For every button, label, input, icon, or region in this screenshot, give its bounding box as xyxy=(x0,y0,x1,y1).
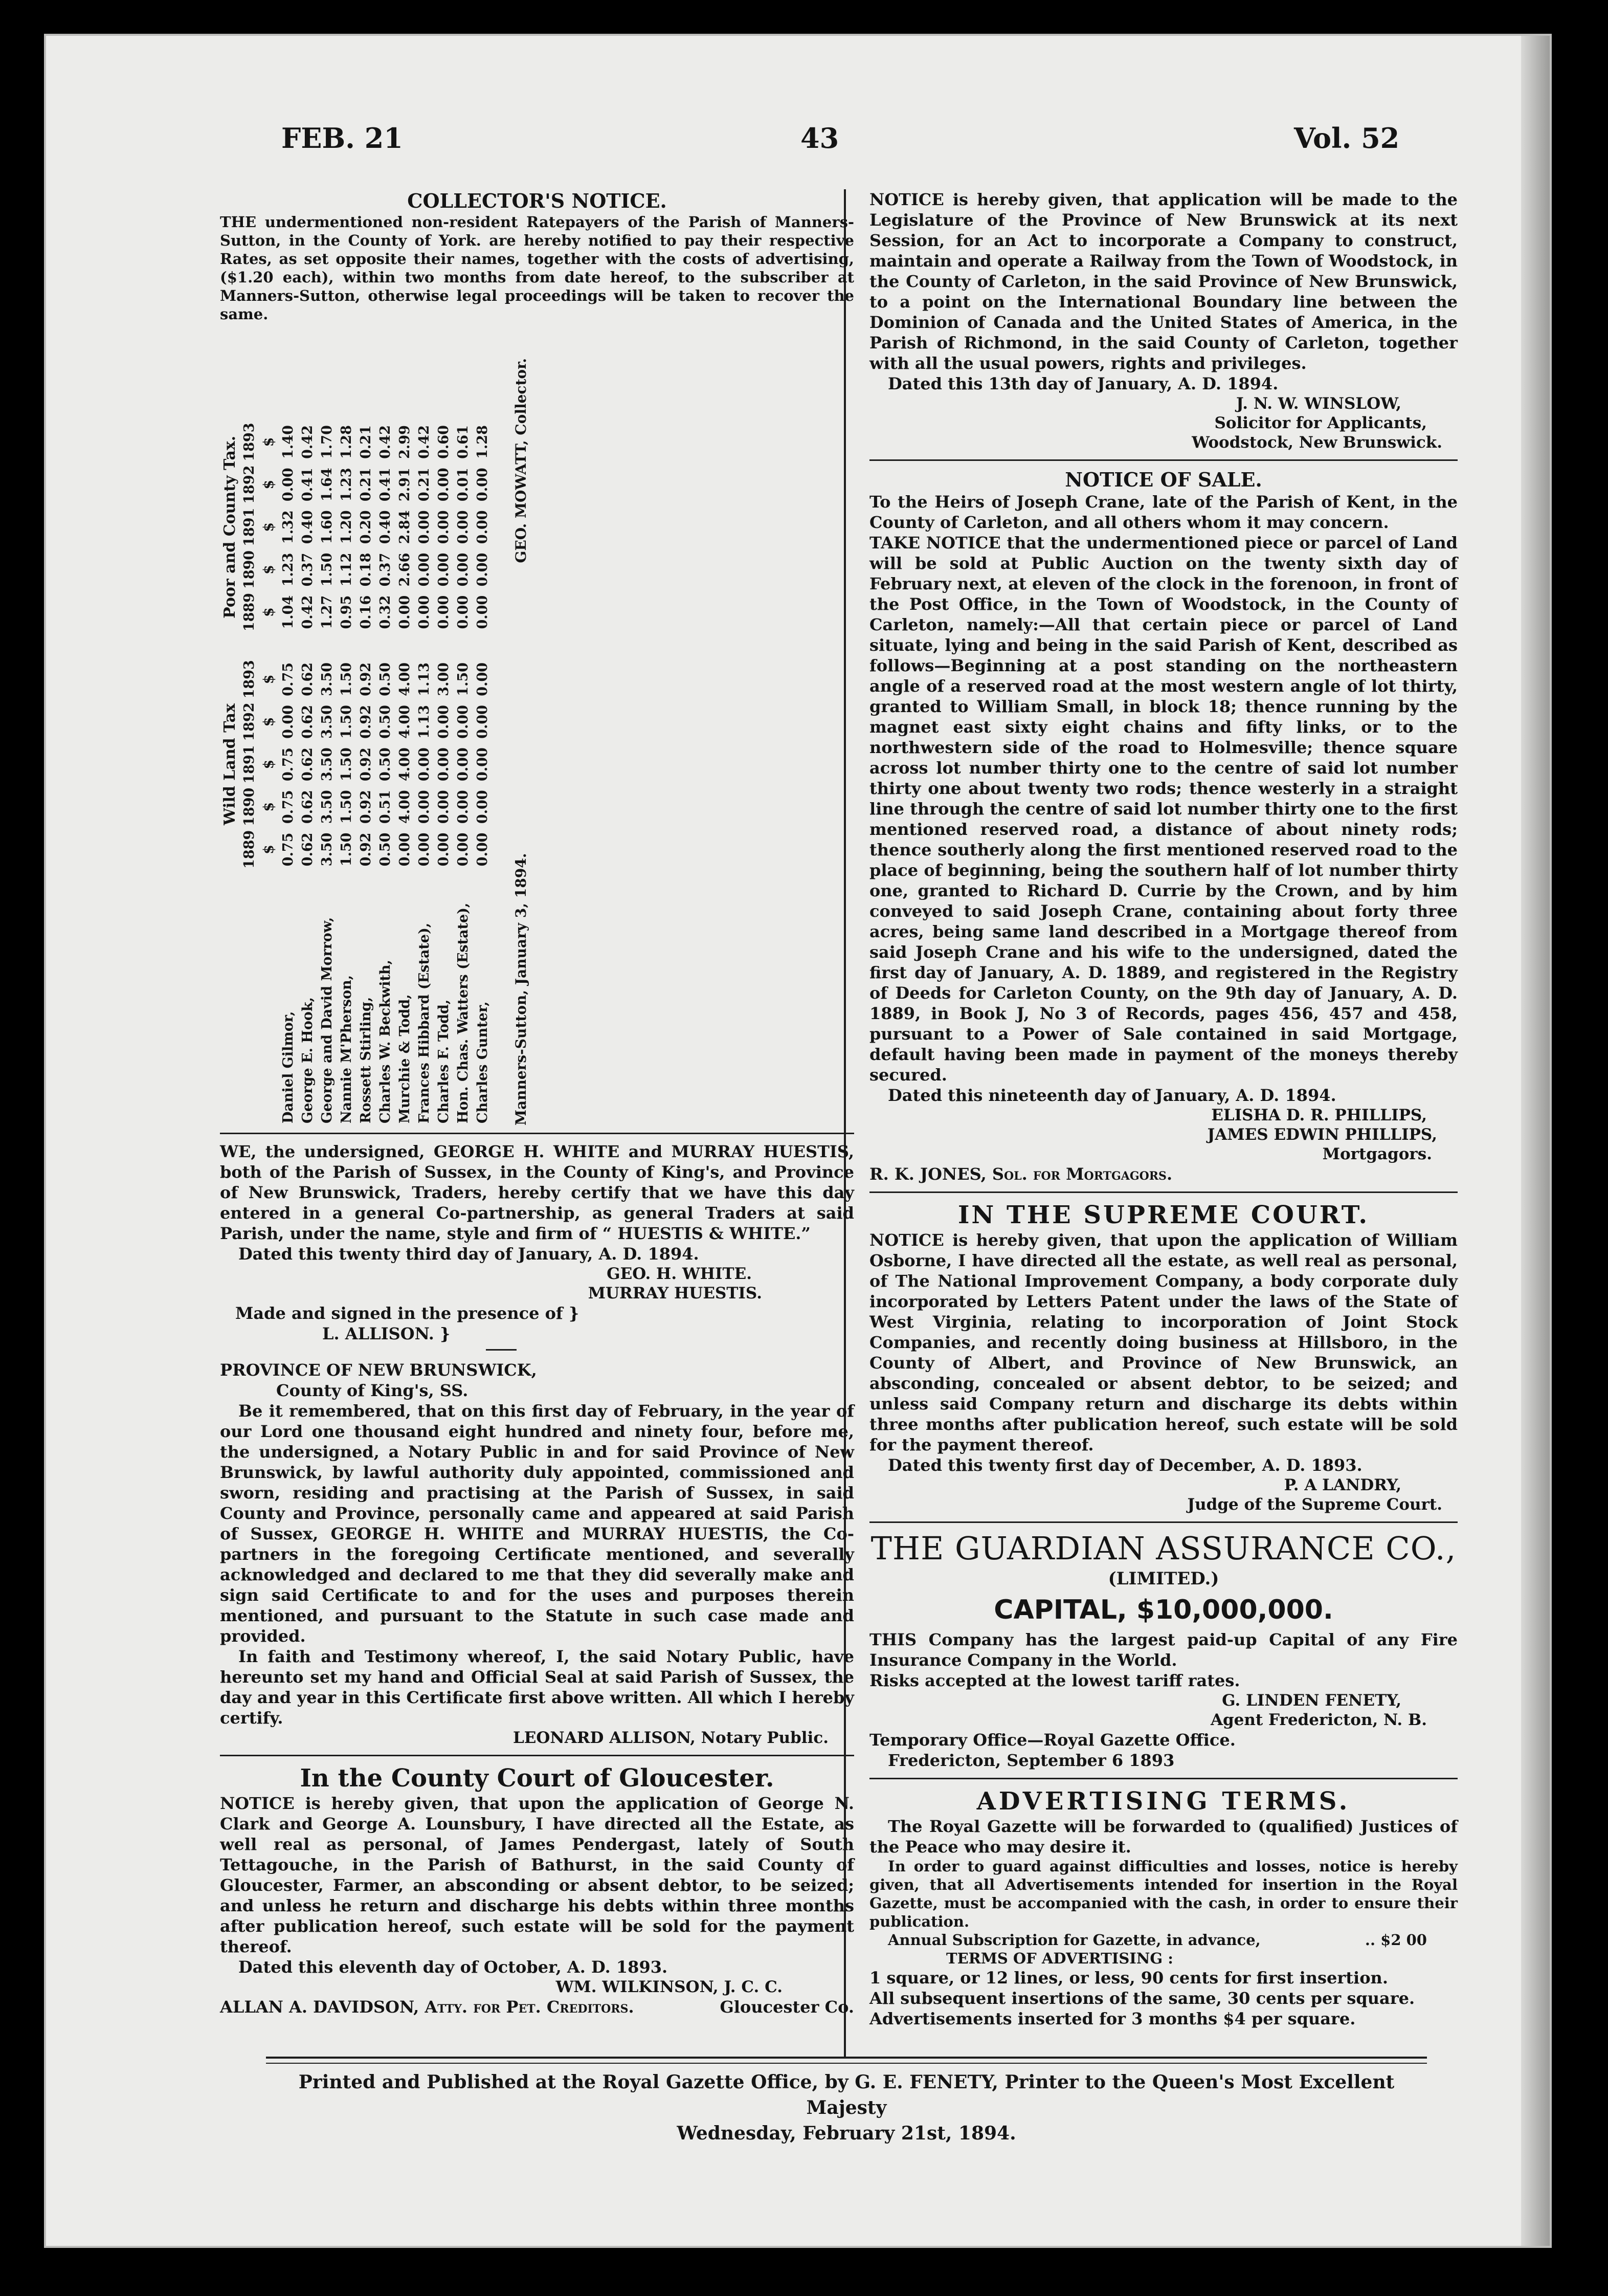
sale-title: NOTICE OF SALE. xyxy=(1065,468,1262,491)
wild-tax-cell: 3.50 xyxy=(319,662,335,696)
wild-year-1892: 1892 xyxy=(241,702,257,741)
poor-tax-cell: 0.37 xyxy=(299,553,316,587)
poor-year-1889: 1889 xyxy=(241,593,257,632)
footer-rule-thin xyxy=(266,2063,1427,2064)
poor-year-1892: 1892 xyxy=(241,465,257,504)
wild-year-1893: 1893 xyxy=(241,660,257,699)
railway-text: NOTICE is hereby given, that application will be made to the Legislature of the Province of New Brunswick at its next Session, for an Act to incorporate a Company to construct, maintain and operate a Railway from the Town of Woodstock, in the County of Carleton, in the said Province of New Brunswick, to a point on the International Boundary line between the Dominion of Canada and the United States of America, in the Parish of Richmond, in the said County of Carleton, together with all the usual powers, rights and privileges. xyxy=(869,190,1458,373)
poor-tax-cell: 0.20 xyxy=(358,510,374,544)
wild-tax-cell: 4.00 xyxy=(396,662,413,696)
subscription-row xyxy=(869,1931,1458,1949)
wild-tax-cell: 0.50 xyxy=(377,832,393,867)
poor-tax-cell: 0.40 xyxy=(377,510,393,544)
wild-tax-cell: 0.00 xyxy=(416,790,432,824)
wild-tax-cell: 0.50 xyxy=(377,662,393,696)
poor-tax-cell: 0.41 xyxy=(299,468,316,502)
wild-tax-cell: 0.92 xyxy=(358,662,374,696)
poor-tax-cell: 0.21 xyxy=(416,468,432,502)
wild-tax-cell: 0.92 xyxy=(358,790,374,824)
advertising-title: ADVERTISING TERMS. xyxy=(976,1787,1351,1816)
year-row xyxy=(239,421,259,1125)
terms-heading: TERMS OF ADVERTISING : xyxy=(946,1950,1173,1967)
poor-tax-cell: 1.70 xyxy=(319,425,335,459)
wild-tax-cell: 0.62 xyxy=(299,662,316,696)
ratepayer-name: Nannie M'Pherson, xyxy=(338,975,354,1123)
poor-tax-cell: 0.42 xyxy=(299,425,316,459)
wild-tax-cell: 0.00 xyxy=(416,832,432,867)
ratepayer-name: Murchie & Todd, xyxy=(396,994,413,1123)
witness-line: Made and signed in the presence of } xyxy=(235,1304,579,1323)
supreme-dated: Dated this twenty first day of December, A. D. 1893. xyxy=(888,1455,1363,1475)
ratepayer-name: Charles Gunter, xyxy=(474,1001,490,1123)
wild-tax-cell: 0.75 xyxy=(280,747,296,781)
left-column xyxy=(220,189,854,2017)
tax-table-wrap xyxy=(220,327,854,1125)
poor-tax-cell: 0.16 xyxy=(358,595,374,629)
poor-tax-cell: 0.00 xyxy=(435,468,452,502)
wild-tax-cell: 3.50 xyxy=(319,832,335,867)
wild-tax-cell: 0.62 xyxy=(299,705,316,739)
ratepayer-name: Rossett Stirling, xyxy=(358,997,374,1123)
collector-intro: THE undermentioned non-resident Ratepayers of the Parish of Manners-Sutton, in the County of York. are hereby notified to pay their respective Rates, as set opposite their names, together with the costs of advertising, ($1.20 each), within two months from date hereof, to the subscriber at Manners-Sutton, otherwise legal proceedings will be taken to recover the same. xyxy=(220,213,854,323)
ratepayer-name: Daniel Gilmor, xyxy=(280,1011,296,1123)
divider xyxy=(220,1755,854,1756)
imprint-date: Wednesday, February 21st, 1894. xyxy=(677,2123,1016,2144)
poor-tax-cell: 0.00 xyxy=(455,510,471,544)
ratepayer-name: Charles F. Todd, xyxy=(435,999,452,1123)
sale-to: To the Heirs of Joseph Crane, late of the Parish of Kent, in the County of Carleton, and all others whom it may concern. xyxy=(869,492,1458,532)
poor-tax-cell: 0.00 xyxy=(474,595,490,629)
sale-dated: Dated this nineteenth day of January, A. D. 1894. xyxy=(888,1086,1336,1105)
poor-year-1893: 1893 xyxy=(241,423,257,461)
wild-tax-cell: 0.00 xyxy=(474,662,490,696)
sale-solicitor: R. K. JONES, Sol. for Mortgagors. xyxy=(869,1164,1173,1184)
guardian-agent-title: Agent Fredericton, N. B. xyxy=(1210,1711,1427,1729)
guardian-agent-name: G. LINDEN FENETY, xyxy=(1222,1691,1401,1710)
divider xyxy=(220,1133,854,1134)
gloucester-foot xyxy=(220,1997,854,2017)
wild-tax-cell: 0.00 xyxy=(435,790,452,824)
wild-tax-cell: 0.00 xyxy=(455,790,471,824)
wild-tax-cell: 0.75 xyxy=(280,662,296,696)
table-row xyxy=(434,421,453,1125)
advertising-p1: The Royal Gazette will be forwarded to (qualified) Justices of the Peace who may desire it. xyxy=(869,1817,1458,1857)
gazette-page xyxy=(46,36,1550,2246)
table-row xyxy=(395,421,414,1125)
wild-tax-cell: 3.00 xyxy=(435,662,452,696)
wild-tax-cell: 0.62 xyxy=(299,747,316,781)
table-row xyxy=(356,421,375,1125)
imprint-line: Printed and Published at the Royal Gazette Office, by G. E. FENETY, Printer to the Queen's Most Excellent Majesty xyxy=(298,2071,1395,2118)
tax-dateline: Manners-Sutton, January 3, 1894. xyxy=(512,853,529,1125)
wild-tax-cell: 1.50 xyxy=(338,662,354,696)
poor-tax-cell: 1.60 xyxy=(319,510,335,544)
ratepayer-name: Frances Hibbard (Estate), xyxy=(416,922,432,1123)
wild-tax-cell: 0.00 xyxy=(474,832,490,867)
divider xyxy=(869,459,1458,461)
railway-sig-name: J. N. W. WINSLOW, xyxy=(1236,394,1401,413)
tax-footer xyxy=(512,358,529,1125)
poor-tax-cell: 0.21 xyxy=(358,468,374,502)
poor-tax-cell: 1.27 xyxy=(319,595,335,629)
county-line: County of King's, SS. xyxy=(276,1381,468,1400)
ratepayer-name: Charles W. Beckwith, xyxy=(377,960,393,1123)
table-row xyxy=(453,421,473,1125)
wild-tax-cell: 0.00 xyxy=(396,832,413,867)
sale-sig-1: ELISHA D. R. PHILLIPS, xyxy=(1211,1106,1427,1124)
collector-signature: GEO. MOWATT, Collector. xyxy=(512,358,529,563)
gloucester-dated: Dated this eleventh day of October, A. D. 1893. xyxy=(238,1957,668,1977)
witness-name: L. ALLISON. } xyxy=(322,1324,451,1343)
divider xyxy=(869,1778,1458,1779)
poor-tax-cell: 0.00 xyxy=(416,553,432,587)
ratepayer-name: George and David Morrow, xyxy=(319,917,335,1123)
poor-tax-cell: 2.84 xyxy=(396,510,413,544)
wild-tax-cell: 3.50 xyxy=(319,747,335,781)
poor-tax-cell: 0.00 xyxy=(474,510,490,544)
short-rule xyxy=(486,1349,517,1351)
subscription-price: .. $2 00 xyxy=(1365,1931,1427,1949)
table-row xyxy=(414,421,434,1125)
poor-tax-cell: 0.21 xyxy=(358,425,374,459)
table-row xyxy=(337,421,356,1125)
terms-line-2: All subsequent insertions of the same, 30 cents per square. xyxy=(869,1989,1415,2008)
wild-tax-cell: 0.00 xyxy=(435,747,452,781)
ratepayer-name: Hon. Chas. Watters (Estate), xyxy=(455,902,471,1123)
poor-county-heading: Poor and County Tax. xyxy=(220,435,239,619)
poor-tax-cell: 1.12 xyxy=(338,553,354,587)
gloucester-title: In the County Court of Gloucester. xyxy=(300,1764,774,1793)
poor-tax-cell: 1.64 xyxy=(319,468,335,502)
tax-table xyxy=(220,327,670,1125)
poor-tax-cell: 2.99 xyxy=(396,425,413,459)
partnership-text: WE, the undersigned, GEORGE H. WHITE and MURRAY HUESTIS, both of the Parish of Sussex, in the County of King's, and Province of New Brunswick, Traders, hereby certify that we have this day entered in a general Co-partnership, as general Traders at said Parish, under the name, style and firm of “ HUESTIS & WHITE.” xyxy=(220,1142,854,1243)
supreme-sig-title: Judge of the Supreme Court. xyxy=(1187,1495,1442,1514)
wild-tax-cell: 0.62 xyxy=(299,832,316,867)
poor-tax-cell: 0.40 xyxy=(299,510,316,544)
poor-tax-cell: 1.40 xyxy=(280,425,296,459)
wild-tax-cell: 0.00 xyxy=(455,705,471,739)
wild-year-1889: 1889 xyxy=(241,830,257,869)
poor-tax-cell: 0.00 xyxy=(455,595,471,629)
wild-tax-cell: 1.13 xyxy=(416,705,432,739)
wild-tax-cell: 4.00 xyxy=(396,790,413,824)
wild-tax-cell: 0.75 xyxy=(280,832,296,867)
poor-tax-cell: 0.00 xyxy=(280,468,296,502)
guardian-limited: (LIMITED.) xyxy=(1108,1569,1219,1589)
poor-tax-cell: 0.41 xyxy=(377,468,393,502)
poor-tax-cell: 0.95 xyxy=(338,595,354,629)
subscription-label: Annual Subscription for Gazette, in advance, xyxy=(888,1931,1261,1949)
poor-tax-cell: 1.23 xyxy=(338,468,354,502)
wild-tax-cell: 0.00 xyxy=(435,705,452,739)
poor-tax-cell: 1.28 xyxy=(474,425,490,459)
imprint-footer xyxy=(266,2069,1427,2146)
wild-tax-cell: 0.00 xyxy=(474,747,490,781)
wild-tax-cell: 1.50 xyxy=(338,832,354,867)
advertising-p2: In order to guard against difficulties and losses, notice is hereby given, that all Advertisements intended for insertion in the Royal Gazette, must be accompanied with the cash, in order to ensure their publication. xyxy=(869,1858,1458,1930)
wild-tax-cell: 0.75 xyxy=(280,790,296,824)
guardian-text: THIS Company has the largest paid-up Capital of any Fire Insurance Company in the World. xyxy=(869,1630,1458,1670)
wild-tax-cell: 0.00 xyxy=(455,832,471,867)
wild-tax-cell: 1.50 xyxy=(455,662,471,696)
table-row xyxy=(375,421,395,1125)
wild-tax-cell: 0.00 xyxy=(455,747,471,781)
sale-sig-3: Mortgagors. xyxy=(1322,1145,1432,1163)
wild-tax-cell: 0.92 xyxy=(358,747,374,781)
collector-title: COLLECTOR'S NOTICE. xyxy=(407,189,667,212)
unit-row: $ $ $ $ $ $ $ $ $ $ xyxy=(260,437,277,854)
wild-year-1890: 1890 xyxy=(241,787,257,826)
poor-tax-cell: 1.23 xyxy=(280,553,296,587)
volume-number: Vol. 52 xyxy=(1294,122,1400,154)
wild-tax-cell: 0.62 xyxy=(299,790,316,824)
railway-sig-title: Solicitor for Applicants, xyxy=(1214,414,1427,432)
poor-year-1891: 1891 xyxy=(241,507,257,546)
poor-tax-cell: 2.66 xyxy=(396,553,413,587)
supreme-sig-name: P. A LANDRY, xyxy=(1284,1476,1401,1494)
poor-tax-cell: 1.20 xyxy=(338,510,354,544)
gloucester-text: NOTICE is hereby given, that upon the application of George N. Clark and George A. Lounsbury, I have directed all the Estate, as well real as personal, of James Pendergast, lately of South Tettagouche, in the Parish of Bathurst, in the said County of Gloucester, Farmer, an absconding or absent debtor, to be seized; and unless he return and discharge his debts within three months after publication hereof, such estate will be sold for the payment thereof. xyxy=(220,1794,854,1956)
poor-year-1890: 1890 xyxy=(241,550,257,589)
poor-tax-cell: 1.50 xyxy=(319,553,335,587)
poor-tax-cell: 0.37 xyxy=(377,553,393,587)
issue-date: FEB. 21 xyxy=(281,122,403,154)
poor-tax-cell: 0.32 xyxy=(377,595,393,629)
guardian-title: THE GUARDIAN ASSURANCE CO., xyxy=(870,1530,1457,1567)
poor-tax-cell: 0.42 xyxy=(299,595,316,629)
poor-tax-cell: 0.18 xyxy=(358,553,374,587)
certificate-text: Be it remembered, that on this first day of February, in the year of our Lord one thousand eight hundred and ninety four, before me, the undersigned, a Notary Public in and for said Province of New Brunswick, by lawful authority duly appointed, commissioned and sworn, residing and practising at the Parish of Sussex, in said County and Province, personally came and appeared at said Parish of Sussex, GEORGE H. WHITE and MURRAY HUESTIS, the Co-partners in the foregoing Certificate mentioned, and severally acknowledged and declared to me that they did severally make and sign said Certificate to and for the uses and purposes therein mentioned, and pursuant to the Statute in such case made and provided. xyxy=(220,1401,854,1646)
partnership-sig-huestis: MURRAY HUESTIS. xyxy=(588,1284,762,1302)
wild-tax-cell: 3.50 xyxy=(319,790,335,824)
testimony-text: In faith and Testimony whereof, I, the said Notary Public, have hereunto set my hand and Official Seal at said Parish of Sussex, the day and year in this Certificate first above written. All which I hereby certify. xyxy=(220,1647,854,1728)
table-row xyxy=(278,421,298,1125)
poor-tax-cell: 0.60 xyxy=(435,425,452,459)
poor-tax-cell: 0.00 xyxy=(474,468,490,502)
wild-land-heading: Wild Land Tax xyxy=(220,703,239,826)
page-number: 43 xyxy=(800,122,839,154)
guardian-office: Temporary Office—Royal Gazette Office. xyxy=(869,1730,1236,1750)
table-row xyxy=(317,421,337,1125)
poor-tax-cell: 0.00 xyxy=(435,510,452,544)
table-row xyxy=(473,421,492,1125)
railway-dated: Dated this 13th day of January, A. D. 1894. xyxy=(888,374,1279,393)
sale-sig-2: JAMES EDWIN PHILLIPS, xyxy=(1207,1125,1437,1144)
terms-line-3: Advertisements inserted for 3 months $4 per square. xyxy=(869,2009,1356,2028)
supreme-title: IN THE SUPREME COURT. xyxy=(957,1201,1370,1229)
right-column xyxy=(869,189,1458,2029)
wild-tax-cell: 1.50 xyxy=(338,747,354,781)
partnership-sig-white: GEO. H. WHITE. xyxy=(607,1265,752,1283)
poor-tax-cell: 0.61 xyxy=(455,425,471,459)
wild-tax-cell: 0.50 xyxy=(377,747,393,781)
gloucester-judge: WM. WILKINSON, J. C. C. xyxy=(555,1978,783,1996)
divider xyxy=(869,1521,1458,1523)
wild-tax-cell: 3.50 xyxy=(319,705,335,739)
wild-tax-cell: 0.00 xyxy=(474,790,490,824)
gloucester-atty: ALLAN A. DAVIDSON, Atty. for Pet. Creditors. xyxy=(220,1997,634,2017)
poor-tax-cell: 0.00 xyxy=(416,510,432,544)
guardian-risks: Risks accepted at the lowest tariff rates. xyxy=(869,1671,1240,1690)
poor-tax-cell: 0.42 xyxy=(377,425,393,459)
wild-tax-cell: 4.00 xyxy=(396,747,413,781)
wild-tax-cell: 0.00 xyxy=(280,705,296,739)
wild-tax-cell: 0.00 xyxy=(474,705,490,739)
poor-tax-cell: 0.00 xyxy=(435,595,452,629)
poor-tax-cell: 1.04 xyxy=(280,595,296,629)
notary-signature: LEONARD ALLISON, Notary Public. xyxy=(512,1729,829,1747)
wild-tax-cell: 0.92 xyxy=(358,832,374,867)
railway-sig-place: Woodstock, New Brunswick. xyxy=(1192,433,1442,452)
wild-tax-cell: 0.50 xyxy=(377,705,393,739)
gloucester-place: Gloucester Co. xyxy=(720,1997,854,2017)
ratepayer-name: George E. Hook, xyxy=(299,997,316,1123)
poor-tax-cell: 0.00 xyxy=(435,553,452,587)
guardian-capital: CAPITAL, $10,000,000. xyxy=(994,1595,1333,1625)
wild-tax-cell: 0.51 xyxy=(377,790,393,824)
partnership-dated: Dated this twenty third day of January, A. D. 1894. xyxy=(238,1244,699,1264)
province-line: PROVINCE OF NEW BRUNSWICK, xyxy=(220,1360,537,1380)
wild-tax-cell: 1.50 xyxy=(338,705,354,739)
wild-tax-cell: 0.00 xyxy=(416,747,432,781)
poor-tax-cell: 1.28 xyxy=(338,425,354,459)
wild-year-1891: 1891 xyxy=(241,745,257,784)
poor-tax-cell: 0.00 xyxy=(455,553,471,587)
divider xyxy=(869,1191,1458,1193)
poor-tax-cell: 0.00 xyxy=(416,595,432,629)
poor-tax-cell: 2.91 xyxy=(396,468,413,502)
poor-tax-cell: 0.01 xyxy=(455,468,471,502)
poor-tax-cell: 0.00 xyxy=(396,595,413,629)
poor-tax-cell: 0.42 xyxy=(416,425,432,459)
wild-tax-cell: 4.00 xyxy=(396,705,413,739)
wild-tax-cell: 1.13 xyxy=(416,662,432,696)
running-head xyxy=(46,36,1521,154)
poor-tax-cell: 1.32 xyxy=(280,510,296,544)
guardian-date: Fredericton, September 6 1893 xyxy=(888,1751,1175,1770)
page-edge-shadow xyxy=(1521,36,1550,2246)
wild-tax-cell: 1.50 xyxy=(338,790,354,824)
table-row xyxy=(298,421,317,1125)
supreme-text: NOTICE is hereby given, that upon the application of William Osborne, I have directed all the estate, as well real as personal, of The National Improvement Company, a body corporate duly incorporated by Letters Patent under the laws of the State of West Virginia, relating to incorporation of Joint Stock Companies, and recently doing business at Hillsboro, in the County of Albert, and Province of New Brunswick, an absconding, concealed or absent debtor, to be seized; and unless said Company return and discharge its debts within three months after publication hereof, such estate will be sold for the payment thereof. xyxy=(869,1230,1458,1454)
wild-tax-cell: 0.00 xyxy=(435,832,452,867)
wild-tax-cell: 0.92 xyxy=(358,705,374,739)
footer-rule xyxy=(266,2057,1427,2059)
sale-text: TAKE NOTICE that the undermentioned piece or parcel of Land will be sold at Public Auction on the twenty sixth day of February next, at eleven of the clock in the forenoon, in front of the Post Office, in the Town of Woodstock, in the County of Carleton, namely:—All that certain piece or parcel of Land situate, lying and being in the said Parish of Kent, described as follows—Beginning at a post standing on the northeastern angle of a reserved road at the most western angle of lot thirty, granted to William Small, in block 18; thence running by the magnet east sixty eight chains and fifty links, or to the northwestern side of the road to Holmesville; thence square across lot number thirty one to the centre of said lot number thirty one about twenty two rods; thence westerly in a straight line through the centre of said lot number thirty one to the first mentioned reserved road, a distance of about ninety rods; thence southerly along the first mentioned reserved road to the place of beginning, being the southern half of lot number thirty one, granted to Richard D. Currie by the Crown, and by him conveyed to said Joseph Crane, containing about forty three acres, being same land described in a Mortgage thereof from said Joseph Crane and his wife to the undersigned, dated the first day of January, A. D. 1889, and registered in the Registry of Deeds for Carleton County, on the 9th day of January, A. D. 1889, in Book J, No 3 of Records, pages 456, 457 and 458, pursuant to a Power of Sale contained in said Mortgage, default having been made in payment of the moneys thereby secured. xyxy=(869,533,1458,1085)
terms-line-1: 1 square, or 12 lines, or less, 90 cents for first insertion. xyxy=(869,1968,1388,1988)
poor-tax-cell: 0.00 xyxy=(474,553,490,587)
